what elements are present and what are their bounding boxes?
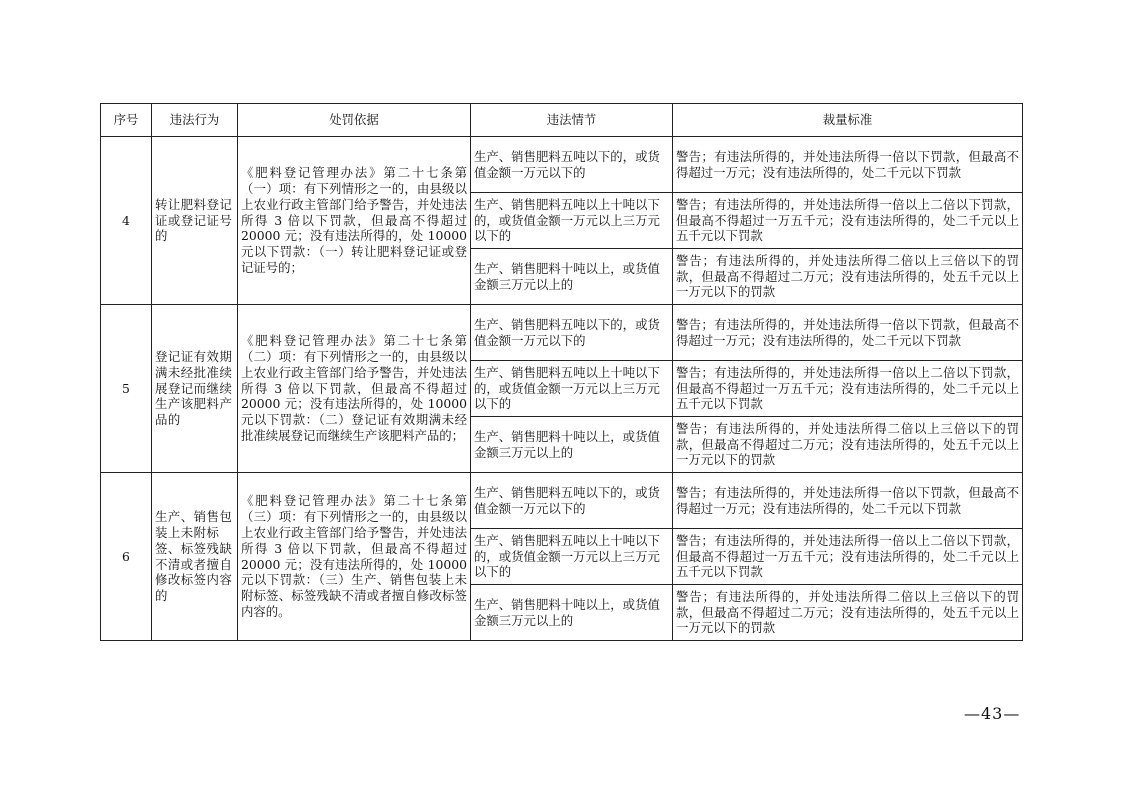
penalty-discretion-table <box>100 103 1023 641</box>
standard-cell: 警告；有违法所得的，并处违法所得一倍以上二倍以下罚款，但最高不得超过一万五千元；没有违法所得的，处二千元以上五千元以下罚款 <box>673 361 1023 417</box>
header-circumstance: 违法情节 <box>471 104 673 137</box>
circumstance-cell: 生产、销售肥料五吨以上十吨以下的，或货值金额一万元以上三万元以下的 <box>471 193 673 249</box>
standard-cell: 警告；有违法所得的，并处违法所得一倍以上二倍以下罚款，但最高不得超过一万五千元；没有违法所得的，处二千元以上五千元以下罚款 <box>673 529 1023 585</box>
circumstance-cell: 生产、销售肥料十吨以上，或货值金额三万元以上的 <box>471 585 673 641</box>
circumstance-cell: 生产、销售肥料五吨以下的，或货值金额一万元以下的 <box>471 305 673 361</box>
row-seq: 5 <box>101 305 152 473</box>
header-standard: 裁量标准 <box>673 104 1023 137</box>
standard-cell: 警告；有违法所得的，并处违法所得一倍以下罚款，但最高不得超过一万元；没有违法所得的，处二千元以下罚款 <box>673 305 1023 361</box>
header-basis: 处罚依据 <box>238 104 471 137</box>
standard-cell: 警告；有违法所得的，并处违法所得二倍以上三倍以下的罚款，但最高不得超过二万元；没有违法所得的，处五千元以上一万元以下的罚款 <box>673 249 1023 305</box>
violation-act: 生产、销售包装上未附标签、标签残缺不清或者擅自修改标签内容的 <box>152 473 238 641</box>
circumstance-cell: 生产、销售肥料十吨以上，或货值金额三万元以上的 <box>471 417 673 473</box>
table-header-row <box>101 104 1023 137</box>
circumstance-cell: 生产、销售肥料五吨以上十吨以下的，或货值金额一万元以上三万元以下的 <box>471 361 673 417</box>
standard-cell: 警告；有违法所得的，并处违法所得二倍以上三倍以下的罚款，但最高不得超过二万元；没有违法所得的，处五千元以上一万元以下的罚款 <box>673 585 1023 641</box>
violation-act: 登记证有效期满未经批准续展登记而继续生产该肥料产品的 <box>152 305 238 473</box>
standard-cell: 警告；有违法所得的，并处违法所得一倍以上二倍以下罚款，但最高不得超过一万五千元；没有违法所得的，处二千元以上五千元以下罚款 <box>673 193 1023 249</box>
header-violation: 违法行为 <box>152 104 238 137</box>
penalty-basis: 《肥料登记管理办法》第二十七条第（三）项：有下列情形之一的，由县级以上农业行政主管部门给予警告，并处违法所得 3 倍以下罚款，但最高不得超过 20000 元；没有违法所得的，处 10000 元以下罚款：（三）生产、销售包装上未附标签、标签残缺不清或者擅自修改标签内容的。 <box>238 473 471 641</box>
circumstance-cell: 生产、销售肥料十吨以上，或货值金额三万元以上的 <box>471 249 673 305</box>
row-seq: 4 <box>101 137 152 305</box>
circumstance-cell: 生产、销售肥料五吨以下的，或货值金额一万元以下的 <box>471 137 673 193</box>
page-number: —43— <box>964 704 1021 723</box>
table-row <box>101 137 1023 193</box>
penalty-basis: 《肥料登记管理办法》第二十七条第（二）项：有下列情形之一的，由县级以上农业行政主管部门给予警告，并处违法所得 3 倍以下罚款，但最高不得超过 20000 元；没有违法所得的，处 10000 元以下罚款：（二）登记证有效期满未经批准续展登记而继续生产该肥料产品的； <box>238 305 471 473</box>
header-seq: 序号 <box>101 104 152 137</box>
standard-cell: 警告；有违法所得的，并处违法所得一倍以下罚款，但最高不得超过一万元；没有违法所得的，处二千元以下罚款 <box>673 473 1023 529</box>
standard-cell: 警告；有违法所得的，并处违法所得一倍以下罚款，但最高不得超过一万元；没有违法所得的，处二千元以下罚款 <box>673 137 1023 193</box>
table-row <box>101 305 1023 361</box>
row-seq: 6 <box>101 473 152 641</box>
table-row <box>101 473 1023 529</box>
circumstance-cell: 生产、销售肥料五吨以下的，或货值金额一万元以下的 <box>471 473 673 529</box>
penalty-basis: 《肥料登记管理办法》第二十七条第（一）项：有下列情形之一的，由县级以上农业行政主管部门给予警告，并处违法所得 3 倍以下罚款，但最高不得超过 20000 元；没有违法所得的，处 10000 元以下罚款：（一）转让肥料登记证或登记证号的； <box>238 137 471 305</box>
standard-cell: 警告；有违法所得的，并处违法所得二倍以上三倍以下的罚款，但最高不得超过二万元；没有违法所得的，处五千元以上一万元以下的罚款 <box>673 417 1023 473</box>
circumstance-cell: 生产、销售肥料五吨以上十吨以下的，或货值金额一万元以上三万元以下的 <box>471 529 673 585</box>
violation-act: 转让肥料登记证或登记证号的 <box>152 137 238 305</box>
